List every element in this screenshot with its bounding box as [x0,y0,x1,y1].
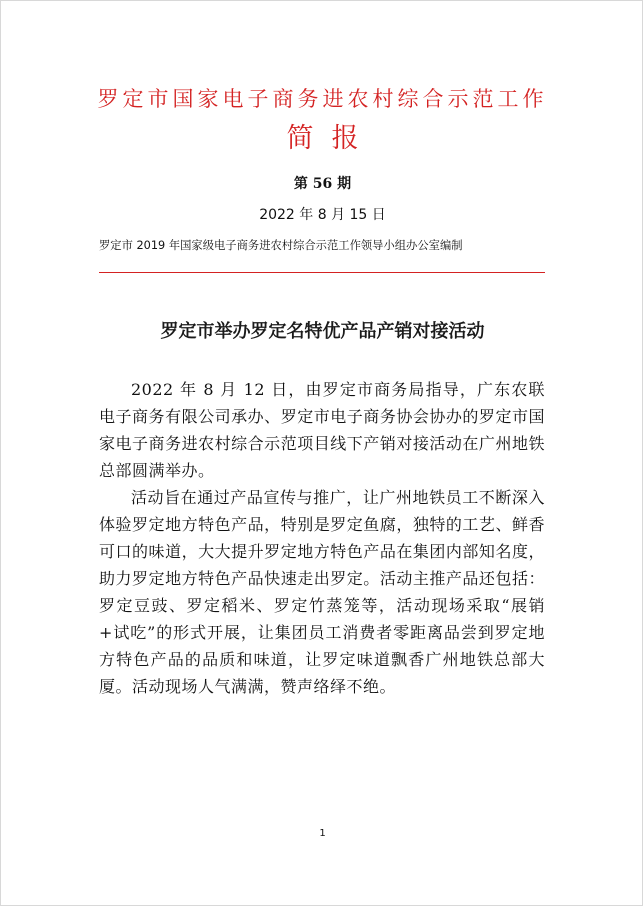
issue-number: 第 56 期 [293,176,352,192]
header-divider [99,272,545,273]
bulletin-header-title: 罗定市国家电子商务进农村综合示范工作 [97,87,548,111]
issue-date: 2022 年 8 月 15 日 [259,207,386,223]
article-body [99,376,545,700]
article-paragraph: 2022 年 8 月 12 日，由罗定市商务局指导，广东农联电子商务有限公司承办、罗定市电子商务协会协办的罗定市国家电子商务进农村综合示范项目线下产销对接活动在广州地铁总部圆满举办。 [99,380,545,480]
bulletin-header-subtitle: 简报 [286,123,377,154]
page-number: 1 [319,828,326,839]
article-paragraph: 活动旨在通过产品宣传与推广，让广州地铁员工不断深入体验罗定地方特色产品，特别是罗定鱼腐，独特的工艺、鲜香可口的味道，大大提升罗定地方特色产品在集团内部知名度，助力罗定地方特色产品快速走出罗定。活动主推产品还包括：罗定豆豉、罗定稻米、罗定竹蒸笼等，活动现场采取“展销+试吃”的形式开展，让集团员工消费者零距离品尝到罗定地方特色产品的品质和味道，让罗定味道飘香广州地铁总部大厦。活动现场人气满满，赞声络绎不绝。 [99,488,545,696]
article-title: 罗定市举办罗定名特优产品产销对接活动 [160,321,485,342]
editor-line: 罗定市 2019 年国家级电子商务进农村综合示范工作领导小组办公室编制 [99,239,463,252]
